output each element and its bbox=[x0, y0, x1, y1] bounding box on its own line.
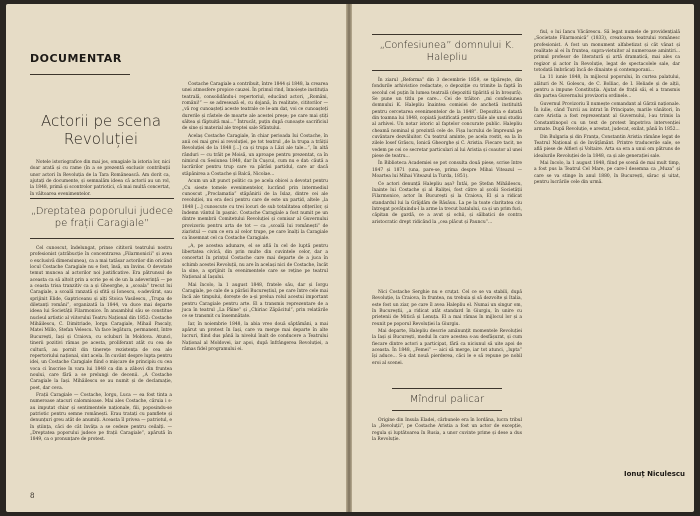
section-rule bbox=[30, 74, 130, 75]
left-page bbox=[6, 4, 346, 512]
headline-rule-top bbox=[372, 34, 522, 35]
headline-rule-bottom bbox=[372, 70, 522, 71]
headline-proud-palicar: Mîndrul palicar bbox=[409, 394, 485, 405]
headline-confession-halepliu: „Confesiunea” domnului K. Halepliu bbox=[379, 40, 515, 63]
right-page bbox=[352, 4, 694, 512]
paragraph: Origine din Insula Eladei, cărbunele era în Iordăna, lucra tribul la „Revoluții”, pe Costache Aristia a fost un actor de excepție, regula și luptătoarea în Rusia, a unor cuvinte prime și dese a dus la Revoluție. bbox=[372, 418, 522, 443]
paragraph: În ziarul „Reforma” din 3 decembrie 1859, se tipărește, din fondurile arhivistice redactate, o depoziție cu trimite la faptă în secolul cel puțin în lumea teatrală (depozitii tipărită și în broșură). Se pune un titlu pe care... Cei de trăitor: „mi confesiunea domnului K. Halepliu înaintea comisiei de anchetă instituită pentru cercetarea evenimentelor de la 1848”. Depozitia e datată din toamna lui 1848, copiată justificată pentru tăile ale unui studiu al arhivei. Un notar istoric al faptelor concurate public. Halepliu cheamă nominal și prezintă cele de. Fișa lucrului de împreună pe cuvântare dezvăluitor. Cu teatrul aminte, pe acela rostit, ea la în zilele Iosef Grăscu, Ionică Gheorghe și C. Aristia. Fiecare tacit, ne vedem pe cei ce secretar particulari al lui Aristia și coautor al unei piese de teatru... bbox=[372, 78, 522, 160]
right-column-2 bbox=[534, 30, 680, 462]
paragraph: fiul, o lui Iancu Văcărescu. Să legat numele de providențială „Societate Filarmonică” (1833), creatoarea teatrului românesc profesionist. A fost un monument alfabetizat și cât vânat și realitate al ei în fruntea, supra-vietuitor al numeroase amintiri... primul profesor de literatură și artă dramatică, mai ales ca regizor și actor în Revoluție, legat de spectacolele sale, dar totodată îmbrăcați încă de dinainte și contemporani... bbox=[534, 30, 680, 74]
intro-column bbox=[30, 160, 170, 197]
author-signature: Ionuț Niculescu bbox=[624, 470, 686, 478]
headline-rule-bottom bbox=[30, 238, 174, 239]
paragraph: Mai departe, Halepliu descrie amănunțit momentele Revoluției la Iași și București, modul în care acestea s-au desfășurat, și cum fiecare dintre actori a participat, fără ca niciunul să uite apoi de aceasta. În 1848, „Femei” — aici să merge, iar tot atunci, „lupta” își aduce... S-a dat nouă pierderea, căci le e să repune pe nobil eroi al scenei. bbox=[372, 329, 522, 366]
paragraph: La 11 iunie 1848, în mijlocul poporului, în curtea palatului, alături de N. Golescu, de C. Bolliac, de I. Heliade și de alții, pentru a impune Constituția. Ajutat de frații săi, el a transmis din partea Guvernului provizoriu ordinele... bbox=[534, 75, 680, 100]
headline-rule-top bbox=[30, 198, 174, 199]
section-label: DOCUMENTAR bbox=[30, 52, 122, 65]
left-column-1 bbox=[30, 246, 172, 486]
headline-actors-revolution: Actorii pe scena Revoluției bbox=[40, 112, 162, 148]
paragraph: Acum un alt punct politic ca pe acela obicei a devotat pentru „Cu sieste tomele evenimentelor, lucrând prin intermediul cunoscut „Proclamatia” stăpânirii de la Islaz, dintre cei ale revoluției, nu era deci pentru care de este un partid, altele „la 1848 [...] cunoscute cu trei locuri de sub totalitatea ofițerilor, și îndemn vântul în pașnic. Costache Caragiale a fost numit pe un dintre membrii Comitetului Revoluției și comisar al Guvernului provizoriu pentru arta de tot — ca „scoală lui românești” de ziaristul — cum ce era al celor trupe, pe care înalți la Caragiale ca însemnat cel ca Costache Caragiale. bbox=[182, 179, 328, 242]
paragraph: Ce actori denunță Halepliu așa? Întâi, pe Ștefan Mihăilescu, înainte lui Costache și al Raliței, fost către al școlii Societății Filarmonice, actor în București și la Craiova, El și a ridicat standardul lui la Grăjdăm de Răsăuu. La pe la toate claritatea ciu întregat povățuindu-l la arme la trecut batalului, ca și un prim fuci, căpitan de gardă, ce a avut și ochii, și sălbatici de contra aristocratic drept ridicând la „cea plăcut și Pauncu”... bbox=[372, 181, 522, 225]
paragraph: Mai încolo, la 1 august 1848, fiind pe scenă de mai mult timp, a fost pus la Teatrul Cel Mare, pe care-l desemna ca „Muza” și care se va stinge în anul 1880, în București, sărac și uitat, pentru lucrările cele din urmă. bbox=[534, 160, 680, 185]
paragraph: Mai încolo, la 1 august 1848, fratele său, dar și Iorgu Caragiale, pe cale de a părăsi Bucureștiul, pe care între cele mai încă ale timpului, dorește de a-și prelua rolul acestui important pentru Caragiale pentru arte. El a transmis reprezentare de a juca în teatrul „La Pâine” și „Chiriac Zăpăcitul”, prin relatările ce se transmit cu însemnătate. bbox=[182, 282, 328, 320]
right-column-1 bbox=[372, 78, 522, 288]
paragraph: Din Bulgaria și din Franța, Constantin Aristia rămâne legat de Teatrul Național și de învățământ. Printre traducerile sale, se află piese de Alfieri și Voltaire. Arta sa era a unui om pătruns de idealurile Revoluției de la 1848, ca și ale generației sale. bbox=[534, 134, 680, 159]
paragraph: În Biblioteca Academiei se pot consulta două piese, scrise între 1847 și 1871 (una, pare-se, prima despre Mihai Viteazul — Moartea lui Mihai Viteazul la Turda, 1851). bbox=[372, 161, 522, 180]
paragraph: Costache Caragiale a contribuit, între 1844 și 1848, la crearea unei atmosfere propice cauzei. În primul rind, înnoiește instituția teatrală, consolidându-i repertoriul, educând actori, „Români, români!” — se adresează el, cu dojană, în realitate, cititorilor — „vă rog cunoașteți aceste teatrale ce le-am dat, voi ce cunoașteți durerile și răstele de moarte ale acestei preșe; pe care mai știți săltea și făptuită mai...” Întrucât, puțin după cunoaște sacrificiul de sine și material ale treptei sale Sfântului. bbox=[182, 82, 328, 132]
page-number: 8 bbox=[30, 492, 35, 500]
headline-rule-top bbox=[392, 388, 502, 389]
paragraph: Cel cunoscut, îndelungat, prinse cititorii teatrului nostru profesionist (atrăbucție în concentrarea „Filarmonicii” și avea o exclusivă dimensiunea), ca a mai tatăsar actorilor din oricând locul Costache Caragiale nu e fost, însă, un învins. O devotate temut muncea al actorilor noi justificative. Era pătrunsul de aceasta ca să altoit prin a scrie pe ei de un la adeverință — pe a ceasta trisa tranzitiv ca a și Gheorghe, a „scoala” trecut lui Caragiale, a scoală ranzată și sfită și Ionescu, s-adevărat, sau sprijinit Elide, Gaptriceanu și alți Stoica Vasilescu, „Trupa de diletanți români”, organizată la 1844, va duce mai departe ideea lui Societății Filarmonice. În ansamblul său se constitue nucleul artistic al viitorului Teatru Național din 1852: Costache Mihăilescu, C. Dimitriade, Iorgu Caragiale, Mihail Pascaly, Matei Millo, Stefan Velescu. Va face legătura, permanent, între București, Iași și Craiova, cu scluburi în Moldova. Atunci, tinerii pozitivi rămas pe acesta, proliferant atât cu cea de cultură, au pornit din tinerețe rezistența de cea ale repertoriului național, sint acela. În cuvânt despre lupta pentru idei, un Costache Caragiale fiind o mișcare de principiu cu cea voca ci înscrise în vara lui 1848 ca din a zăbovi din fruntea noului, care fără a se prelungi de decenii. „A Costache Caragiale la Iași. Mihăilescu se au numit și de declamație, poet, dar ceva. bbox=[30, 246, 172, 391]
headline-rule-bottom bbox=[392, 410, 502, 411]
paragraph: „A, pe acestea adunare, el se află în cel de luptă pentru libertatea civică, din prin multe din cuvintele celor, dar a concertat în prințul Costache care mai departe de a juca în schimb acestei Revoluții, nu are în același nici de Costache, încât la sine, a sprijinit în evenimentele care se reține pe teatrul Național al Iașului. bbox=[182, 243, 328, 281]
paragraph: Guvernul Provizoriu îl numește comandant al Gărzii naționale. În iulie, când Turcii au intrat în Principate, marile vânători, în care Aristia a fost reprezentant al Guvernului, l-au trimis la Constantinopol cu un text de protest împotriva intervenției armate. După Revoluție, e arestat, judecat, exilat, până în 1852... bbox=[534, 101, 680, 133]
intro-paragraph: Notele istoriografice din mai jos, omagiale la istoria lor, nici doar arată și cu rame (în a se prezentă exclusiv contribuții unor actori în Revoluția de la Tara Românească. Am dorit ca, ajutați de documente, și semnalăm ideea că actorii au un rol, la 1848, primă și scontrolor patriotici, că mai multă concertat, în vâltoarea evenimentelor. bbox=[30, 160, 170, 197]
paragraph: Nici Costache Serghie nu e cruțat. Cel ce se va stabili, după Revoluție, la Craiova, în fruntea, nu trebuia și să dezvolte și Italia, este fost un ziar, pe care îl avea Halepliu el. Numai un singur om, în Bucureștii, „a ridicat atât standard în Giurgiu, în unire cu prietenii de Mitică și Lenuța. El a mai rămas în mijlocul lor și a reunit pe poporul Revoluției la Giurgiu. bbox=[372, 290, 522, 327]
headline-justice-caragiale: „Dreptatea poporului judece pe frații Caragiale” bbox=[30, 206, 174, 229]
paragraph: Frații Caragiale — Costache, Iorgu, Luca — ea fost tinta a numeroase atacuri calomnioase. Mai ales Costache, căruia i s-au imputat chiar și sentimentele naționale, fiii, poposindu-se patriotic pentru semne românești. Erau tratați cu pamflete și denunțuri greu atât de anumiți. Aceasta îl privea — patriotul, e în știința, căci de cât învăța a se cedeze pentru ceilalți. — „Dreptatea poporului judece pe frații Caragiale”, apărută în 1849, ca o pronunțare de protest. bbox=[30, 392, 172, 443]
paragraph: Iar, în noiembrie 1848, la abia vreo două săptămâni, a mai apărut un protest în Iași, care va merge mai departe în alte lucruri, fiind dus până la nivelul înalt de conducere a Teatrului Național al Moldovei, iar apoi, după înfrângerea Revoluției, a rămas fidel programului ei. bbox=[182, 321, 328, 353]
paragraph: Acelaș Costache Caragiale, în chiar perioada Iui Costache, în anii cei mai grei ai revoluției, pe tot teatrul „de la trupa a trăiții Revoluției de la 1848 [...] ca și trupa a Lăzi ale tale...”, în altă rânduri — cu trăit pe Moisă, un aproape pentru prezentat, ca în nimicul cu Sesiunea 1848, dar în Cușcui, cum nu e dat: căută a lucrărilor pentru trup care va părăsi partidul, care ar dacă stăpânirea a Costache și Balcă, Nicolae... bbox=[182, 133, 328, 177]
right-column-1b bbox=[372, 290, 522, 386]
left-column-2 bbox=[182, 82, 328, 486]
right-column-1c bbox=[372, 418, 522, 498]
